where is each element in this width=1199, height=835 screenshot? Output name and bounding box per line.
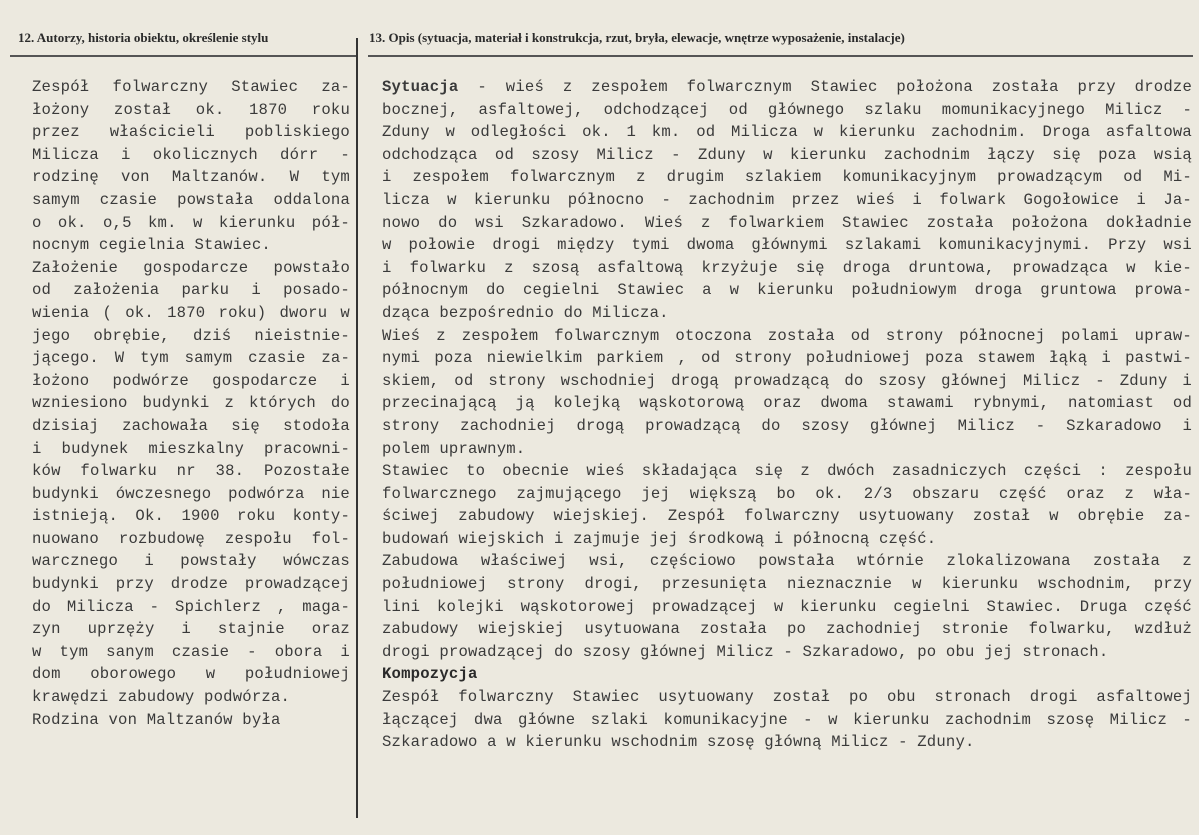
description-column xyxy=(382,76,1192,754)
text-line: przecinającą ją kolejką wąskotorową oraz dwoma stawami rybnymi, natomiast od xyxy=(382,394,1192,413)
text-line: w połowie drogi między tymi dwoma głównymi szlakami komunikacyjnymi. Przy wsi xyxy=(382,236,1192,255)
text-line: nymi poza niewielkim parkiem , od strony południowej poza stawem łąką i pastwi- xyxy=(382,349,1192,368)
text-line: łączącej dwa główne szlaki komunikacyjne - w kierunku zachodnim szosę Milicz - xyxy=(382,710,1192,729)
text-line: skiem, od strony wschodniej drogą prowadzącą do szosy głównej Milicz - Zduny i xyxy=(382,371,1192,390)
text-line: Stawiec to obecnie wieś składająca się z dwóch zasadniczych części : zespołu xyxy=(382,462,1192,481)
text-line: krawędzi zabudowy podwórza. xyxy=(32,688,291,707)
text-line: zyn uprzęży i stajnie oraz xyxy=(32,620,350,639)
header-rule-left xyxy=(10,55,358,57)
text-line: wienia ( ok. 1870 roku) dworu w xyxy=(32,303,350,322)
text-line: południowej strony drogi, przesunięta nieznacznie w kierunku wschodnim, przy xyxy=(382,575,1192,594)
text-line: jącego. W tym samym czasie za- xyxy=(32,349,350,368)
text-line: budowań wiejskich i zajmuje jej środkową i północną część. xyxy=(382,529,937,548)
text-line: Zabudowa właściwej wsi, częściowo powstała wtórnie zlokalizowana została z xyxy=(382,552,1192,571)
text-line: dząca bezpośrednio do Milicza. xyxy=(382,303,669,322)
text-line: nowo do wsi Szkaradowo. Wieś z folwarkiem Stawiec została położona dokładnie xyxy=(382,213,1192,232)
text-line: zabudowy wiejskiej usytuowana została po zachodniej stronie folwarku, wzdłuż xyxy=(382,620,1192,639)
text-line: Wieś z zespołem folwarcznym otoczona została od strony północnej polami upraw- xyxy=(382,326,1192,345)
text-line: przez właścicieli pobliskiego xyxy=(32,123,350,142)
section-12-header: 12. Autorzy, historia obiektu, określenie stylu xyxy=(18,30,269,45)
text-line: nocnym cegielnia Stawiec. xyxy=(32,236,271,255)
text-line: istnieją. Ok. 1900 roku konty- xyxy=(32,507,350,526)
text-line: dzisiaj zachowała się stodoła xyxy=(32,416,350,435)
column-divider xyxy=(356,38,358,818)
text-line: Zduny w odległości ok. 1 km. od Milicza w kierunku zachodnim. Droga asfaltowa xyxy=(382,123,1192,142)
text-line: nuowano rozbudowę zespołu fol- xyxy=(32,529,350,548)
text-line: do Milicza - Spichlerz , maga- xyxy=(32,597,350,616)
text-line: folwarcznego zajmującego jej większą bo ok. 2/3 obszaru część oraz z wła- xyxy=(382,484,1192,503)
text-line: Milicza i okolicznych dórr - xyxy=(32,145,350,164)
text-line: łożono podwórze gospodarcze i xyxy=(32,371,350,390)
text-line: polem uprawnym. xyxy=(382,439,526,458)
text-line: Sytuacja - wieś z zespołem folwarcznym Stawiec położona została przy drodze xyxy=(382,78,1192,96)
text-line: budynki przy drodze prowadzącej xyxy=(32,575,350,594)
text-line: bocznej, asfaltowej, odchodzącej od głównego szlaku momunikacyjnego Milicz - xyxy=(382,100,1192,119)
text-line: lini kolejki wąskotorowej prowadzącej w kierunku cegielni Stawiec. Druga część xyxy=(382,597,1192,616)
text-line: strony zachodniej drogą prowadzącą do szosy głównej Milicz - Szkaradowo i xyxy=(382,416,1192,435)
text-line: Zespół folwarczny Stawiec za- xyxy=(32,78,350,96)
text-line: ściwej zabudowy wiejskiej. Zespół folwarczny usytuowany został w obrębie za- xyxy=(382,507,1192,526)
text-line: w tym sanym czasie - obora i xyxy=(32,642,350,661)
text-line: licza w kierunku północno - zachodnim przez wieś i folwark Gogołowice i Ja- xyxy=(382,190,1192,209)
text-line: Szkaradowo a w kierunku wschodnim szosę główną Milicz - Zduny. xyxy=(382,733,975,752)
text-line: Kompozycja xyxy=(382,665,478,684)
text-line: łożony został ok. 1870 roku xyxy=(32,100,350,119)
text-line: warcznego i powstały wówczas xyxy=(32,552,350,571)
section-13-header: 13. Opis (sytuacja, materiał i konstrukcja, rzut, bryła, elewacje, wnętrze wyposażenie, instalacje) xyxy=(369,30,905,45)
text-line: jego obrębie, dziś nieistnie- xyxy=(32,326,350,345)
text-line: drogi prowadzącej do szosy głównej Milicz - Szkaradowo, po obu jej stronach. xyxy=(382,642,1109,661)
header-rule-right xyxy=(368,55,1193,57)
text-line: odchodząca od szosy Milicz - Zduny w kierunku zachodnim łączy się poza wsią xyxy=(382,145,1192,164)
text-line: i zespołem folwarcznym z drugim szlakiem komunikacyjnym prowadzącym od Mi- xyxy=(382,168,1192,187)
text-line: i budynek mieszkalny pracowni- xyxy=(32,439,350,458)
text-line: Założenie gospodarcze powstało xyxy=(32,258,350,277)
text-line: ków folwarku nr 38. Pozostałe xyxy=(32,462,350,481)
text-line: rodzinę von Maltzanów. W tym xyxy=(32,168,350,187)
text-line: Rodzina von Maltzanów była xyxy=(32,710,281,729)
text-line: wzniesiono budynki z których do xyxy=(32,394,350,413)
text-line: o ok. o,5 km. w kierunku pół- xyxy=(32,213,350,232)
text-line: północnym do cegielni Stawiec a w kierunku południowym droga gruntowa prowa- xyxy=(382,281,1192,300)
text-line: Zespół folwarczny Stawiec usytuowany został po obu stronach drogi asfaltowej xyxy=(382,688,1192,707)
text-line: od założenia parku i posado- xyxy=(32,281,350,300)
section-label-sytuacja: Sytuacja xyxy=(382,78,459,96)
history-column xyxy=(32,76,350,731)
text-line: samym czasie powstała oddalona xyxy=(32,190,350,209)
text-line: i folwarku z szosą asfaltową krzyżuje się droga druntowa, prowadząca w kie- xyxy=(382,258,1192,277)
text-line: budynki ówczesnego podwórza nie xyxy=(32,484,350,503)
text-line: dom oborowego w południowej xyxy=(32,665,350,684)
